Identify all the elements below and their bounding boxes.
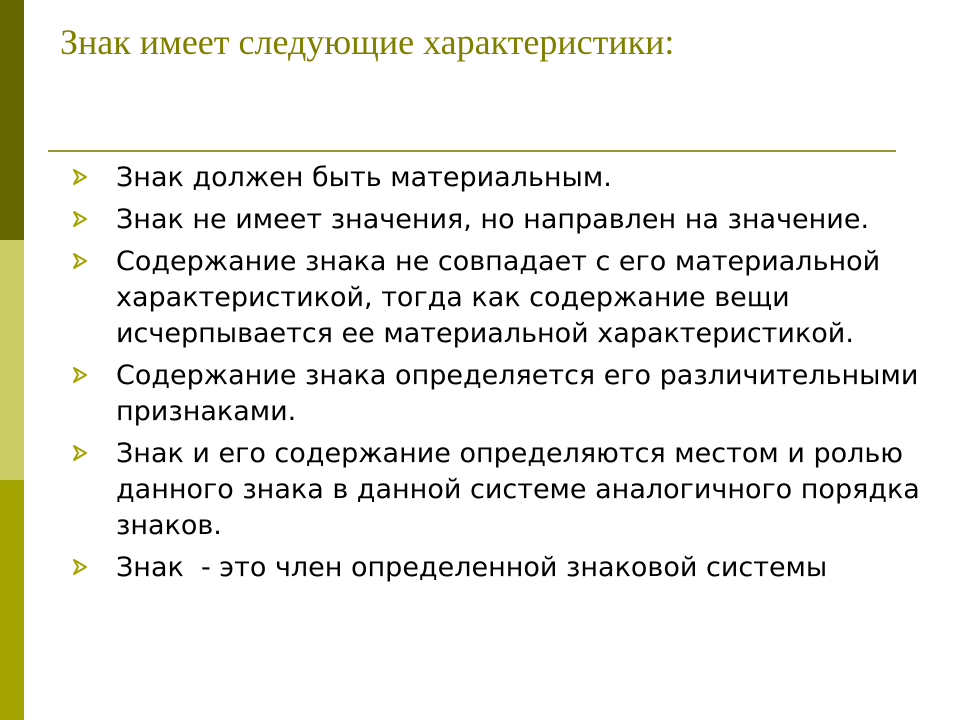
slide-title: Знак имеет следующие характеристики: [60,22,675,62]
side-bar-top [0,0,24,240]
bullet-item [70,550,930,586]
arrowhead-bullet-icon [72,552,90,582]
arrowhead-bullet-icon [72,204,90,234]
bullet-list [70,160,930,592]
bullet-item [70,436,930,544]
bullet-item [70,202,930,238]
arrowhead-bullet-icon [72,246,90,276]
arrowhead-bullet-icon [72,438,90,468]
bullet-text: Знак и его содержание определяются местом и ролью данного знака в данной системе аналогичного порядка знаков. [116,438,929,541]
bullet-text: Содержание знака не совпадает с его материальной характеристикой, тогда как содержание вещи исчерпывается ее материальной характеристикой. [116,246,889,349]
arrowhead-bullet-icon [72,360,90,390]
bullet-text: Знак не имеет значения, но направлен на значение. [116,204,870,235]
title-divider [48,150,896,152]
bullet-text: Содержание знака определяется его различительными признаками. [116,360,927,427]
bullet-item [70,160,930,196]
bullet-item [70,244,930,352]
bullet-text: Знак должен быть материальным. [116,162,612,193]
bullet-item [70,358,930,430]
arrowhead-bullet-icon [72,162,90,192]
side-bar-middle [0,240,24,480]
bullet-text: Знак - это член определенной знаковой системы [116,552,828,583]
side-bar-bottom [0,480,24,720]
